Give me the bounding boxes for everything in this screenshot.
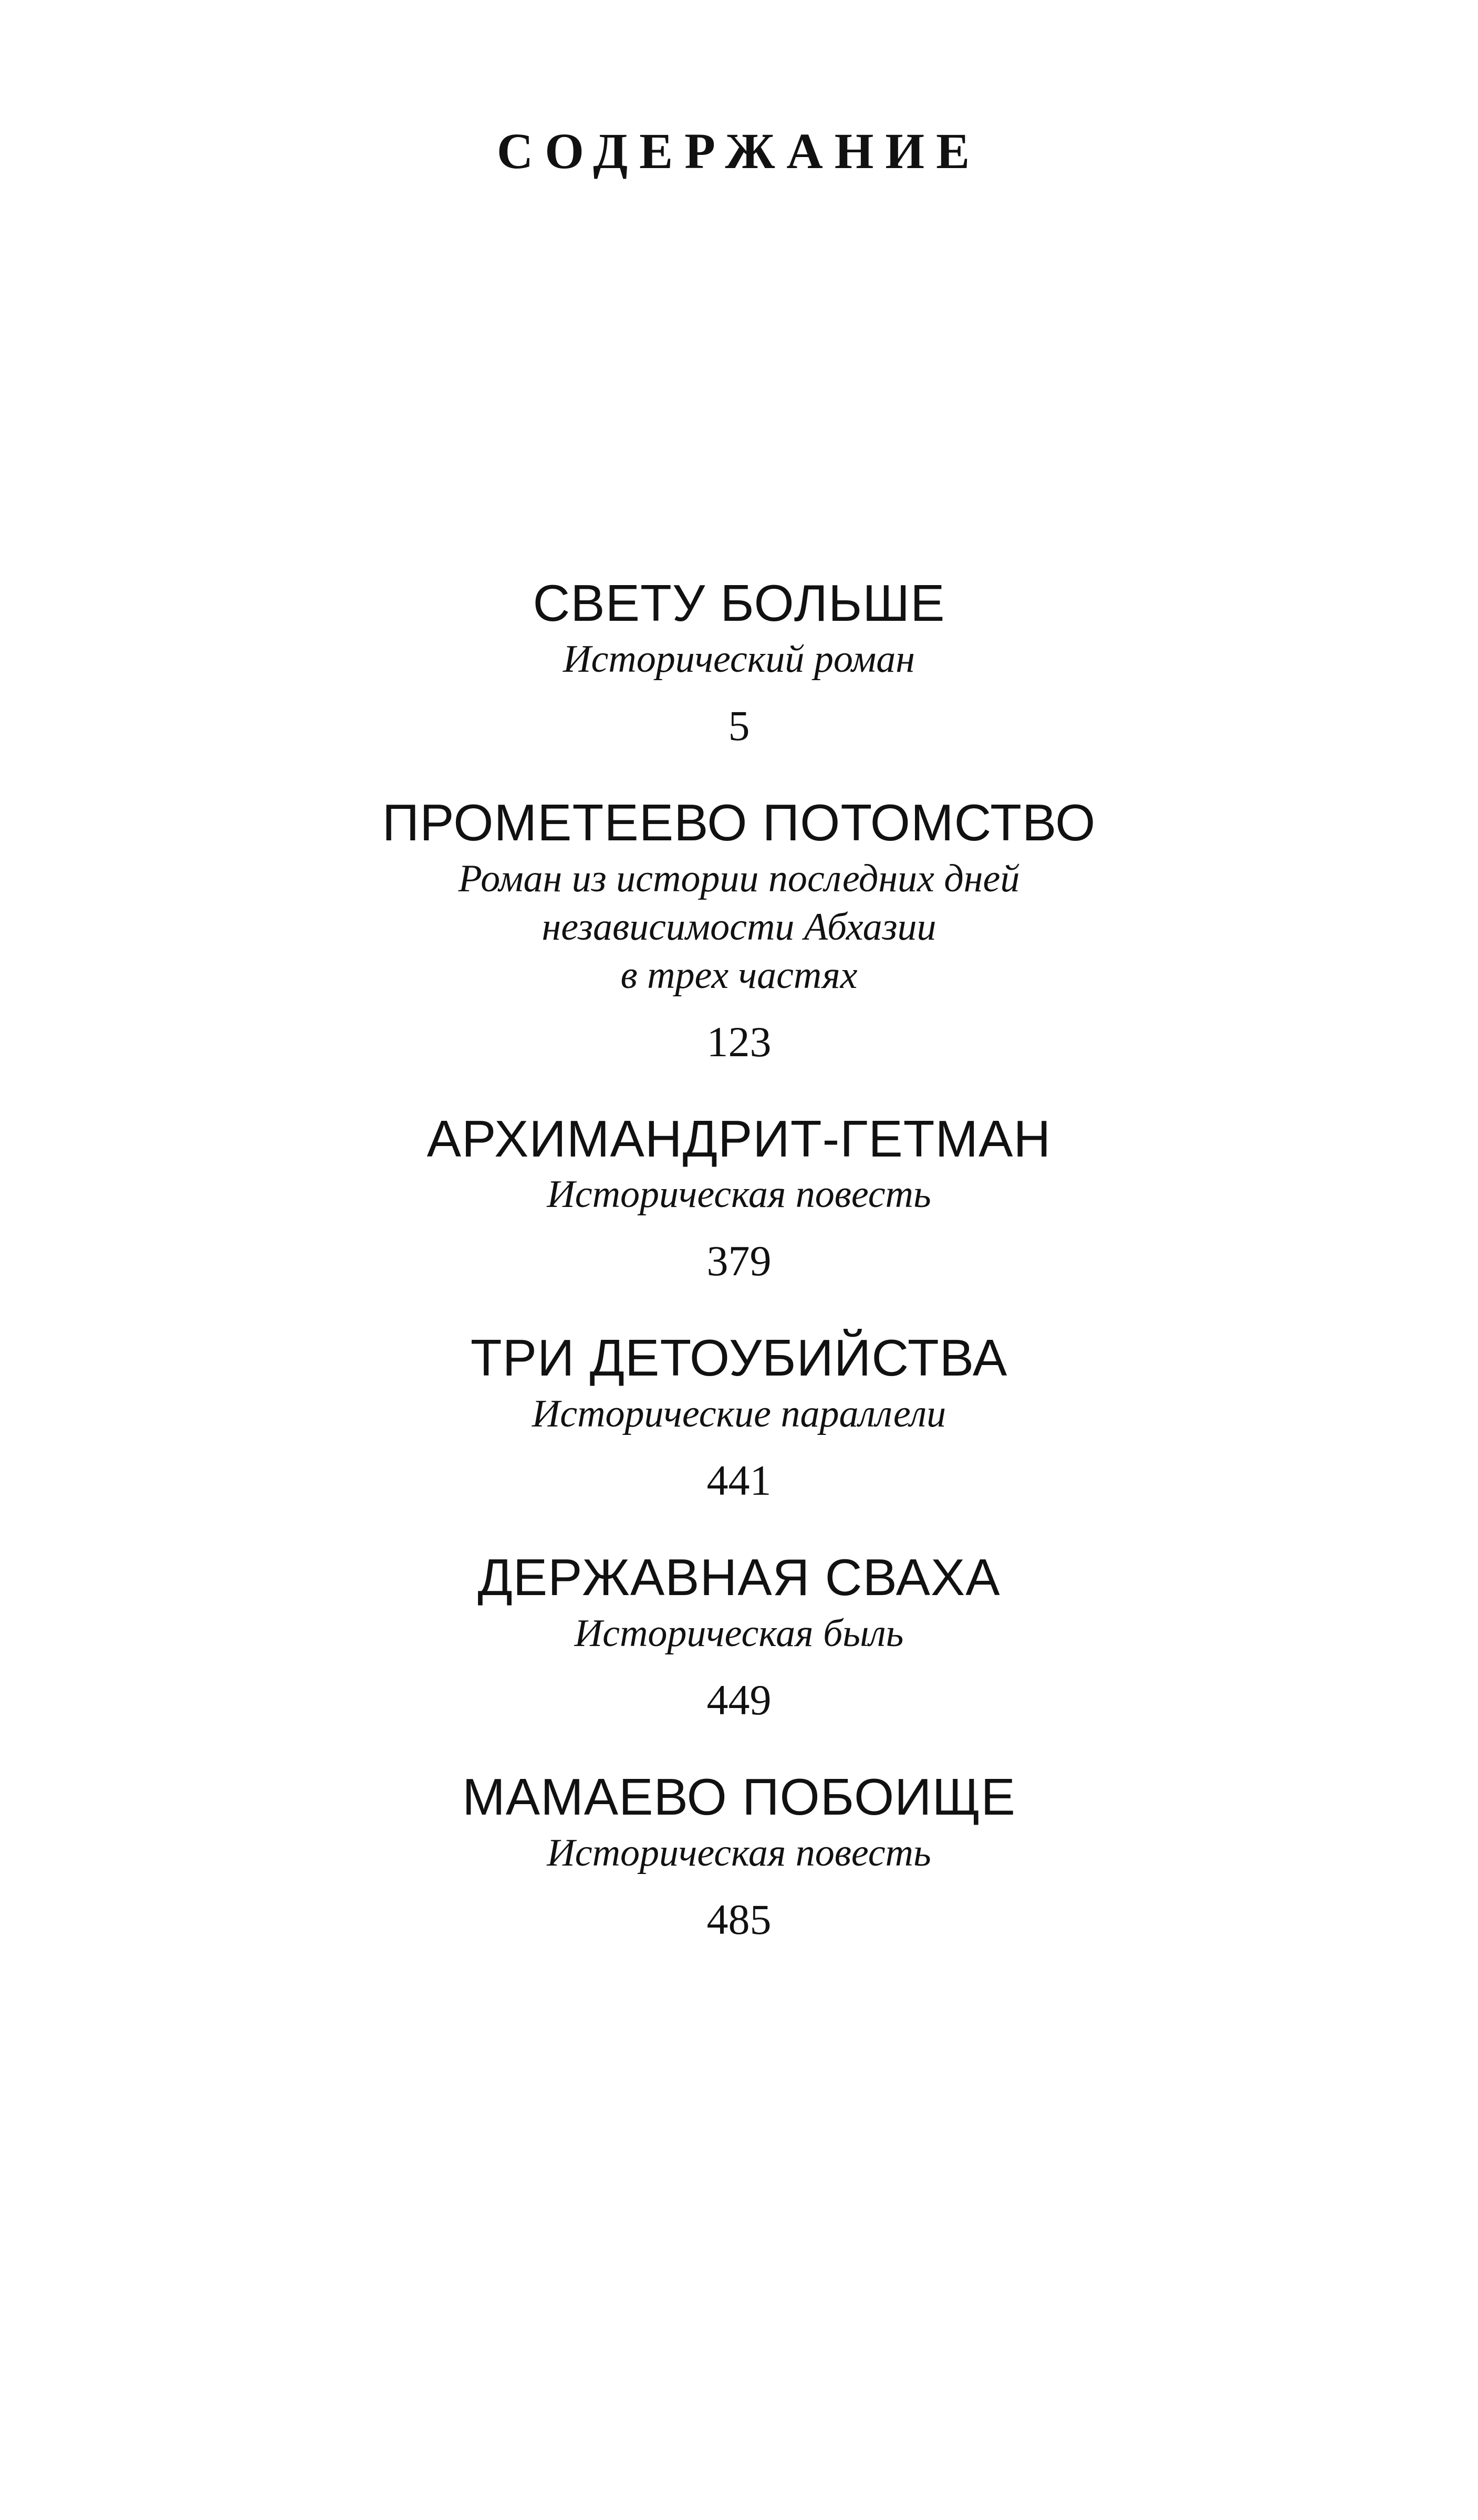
toc-entry-page-number: 123: [706, 1017, 772, 1066]
toc-entry-subtitle: Историческая повесть: [547, 1831, 931, 1875]
toc-entry-3[interactable]: [0, 1111, 1478, 1283]
toc-entry-page-number: 485: [706, 1895, 772, 1943]
toc-entry-6[interactable]: [0, 1769, 1478, 1941]
table-of-contents: [0, 575, 1478, 1988]
toc-entry-title: ПРОМЕТЕЕВО ПОТОМСТВО: [382, 793, 1096, 851]
page-title: СОДЕРЖАНИЕ: [496, 123, 982, 179]
toc-entry-title: АРХИМАНДРИТ-ГЕТМАН: [426, 1109, 1052, 1168]
toc-entry-page-number: 379: [706, 1237, 772, 1285]
toc-entry-title: ТРИ ДЕТОУБИЙСТВА: [470, 1329, 1008, 1387]
toc-entry-subtitle: Роман из истории последних дней независимости Абхазии в трех частях: [458, 857, 1020, 997]
toc-entry-page-number: 441: [706, 1456, 772, 1505]
toc-entry-2[interactable]: [0, 795, 1478, 1064]
toc-entry-4[interactable]: [0, 1329, 1478, 1505]
toc-entry-page-number: 5: [728, 701, 750, 749]
toc-entry-5[interactable]: [0, 1549, 1478, 1722]
toc-entry-subtitle: Исторические параллели: [532, 1392, 946, 1436]
toc-entry-page-number: 449: [706, 1675, 772, 1724]
toc-entry-title: ДЕРЖАВНАЯ СВАХА: [477, 1548, 1001, 1607]
toc-entry-subtitle: Исторический роман: [563, 637, 915, 681]
toc-entry-subtitle: Историческая быль: [574, 1611, 904, 1655]
toc-entry-title: СВЕТУ БОЛЬШЕ: [533, 574, 945, 632]
toc-entry-title: МАМАЕВО ПОБОИЩЕ: [462, 1767, 1016, 1826]
toc-entry-subtitle: Историческая повесть: [547, 1173, 931, 1216]
toc-entry-1[interactable]: [0, 575, 1478, 747]
